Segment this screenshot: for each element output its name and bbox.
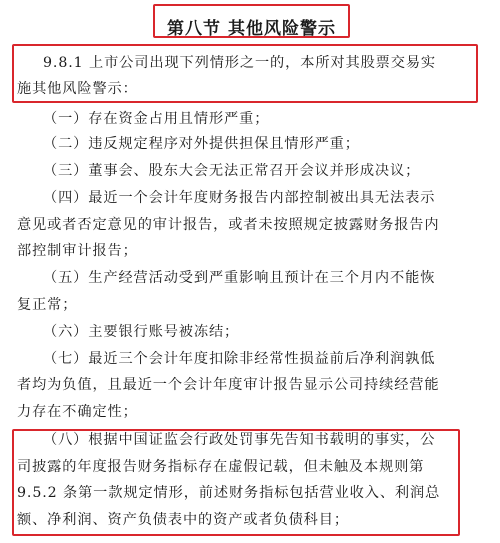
section-title-highlight	[153, 4, 350, 38]
text-line: 者均为负值，且最近一个会计年度审计报告显示公司持续经营能	[17, 377, 440, 393]
text-line: （一）存在资金占用且情形严重；	[43, 111, 270, 127]
section-title: 第八节 其他风险警示	[167, 19, 336, 39]
text-line: （七）最近三个会计年度扣除非经常性损益前后净利润孰低	[43, 351, 436, 367]
text-line: 额、净利润、资产负债表中的资产或者负债科目；	[17, 512, 349, 528]
text-line: （八）根据中国证监会行政处罚事先告知书载明的事实，公	[43, 432, 436, 448]
text-line: （三）董事会、股东大会无法正常召开会议并形成决议；	[43, 163, 421, 179]
text-line: 部控制审计报告；	[17, 243, 138, 259]
text-line: 意见或者否定意见的审计报告，或者未按照规定披露财务报告内	[17, 217, 440, 233]
text-line: 复正常；	[17, 297, 78, 313]
text-line: 9.5.2 条第一款规定情形，前述财务指标包括营业收入、利润总	[17, 485, 441, 501]
text-line: （二）违反规定程序对外提供担保且情形严重；	[43, 136, 360, 152]
text-line: 力存在不确定性；	[17, 404, 138, 420]
text-line: （四）最近一个会计年度财务报告内部控制被出具无法表示	[43, 190, 436, 206]
text-line: （六）主要银行账号被冻结；	[43, 324, 240, 340]
text-line: 9.8.1 上市公司出现下列情形之一的，本所对其股票交易实	[43, 55, 437, 71]
text-line: 司披露的年度报告财务指标存在虚假记载，但未触及本规则第	[17, 459, 425, 475]
text-line: （五）生产经营活动受到严重影响且预计在三个月内不能恢	[43, 270, 436, 286]
text-line: 施其他风险警示：	[17, 81, 138, 97]
